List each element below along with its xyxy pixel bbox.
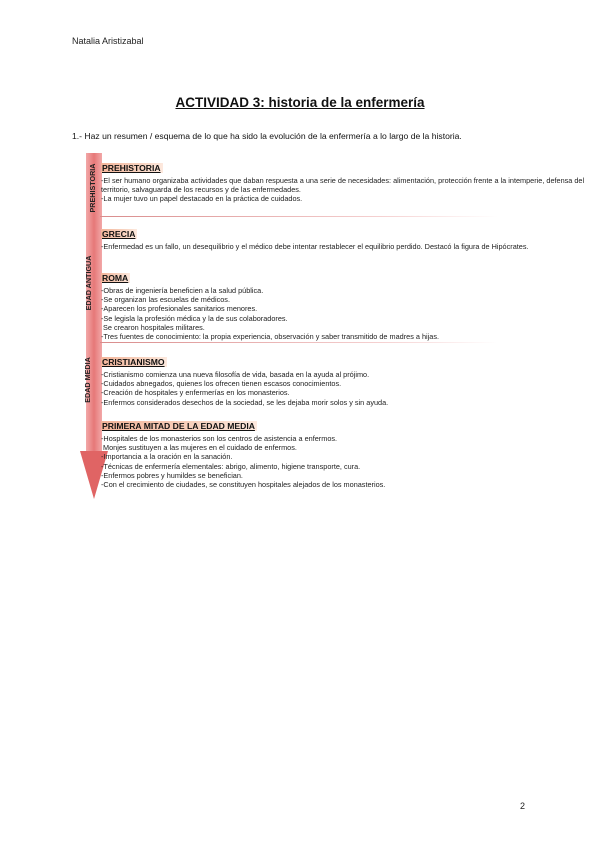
section-prehistoria (101, 158, 585, 204)
author-name: Natalia Aristizabal (72, 36, 144, 46)
section-line: -Enfermos pobres y humildes se benefician. (101, 470, 243, 480)
section-cristianismo (101, 352, 585, 407)
page-number: 2 (520, 801, 526, 811)
section-line: -Cuidados abnegados, quienes los ofrecen tienen escasos conocimientos. (101, 379, 342, 389)
section-line: -El ser humano organizaba actividades que daban respuesta a una serie de necesidades: alimentación, protección frente a la intemperie, defensa del territorio, salvaguarda de los recursos y de las enfermedades. (101, 176, 585, 195)
section-line: -Cristianismo comienza una nueva filosofía de vida, basada en la ayuda al prójimo. (101, 370, 370, 379)
section-line: -Creación de hospitales y enfermerías en los monasterios. (101, 388, 290, 398)
era-label-edad-antigua: EDAD ANTIGUA (84, 255, 93, 311)
section-line: -Obras de ingeniería beneficien a la salud pública. (101, 286, 264, 295)
era-label-prehistoria: PREHISTORIA (88, 163, 97, 213)
section-line: -Importancia a la oración en la sanación. (101, 452, 233, 462)
section-line: -Técnicas de enfermería elementales: abrigo, alimento, higiene transporte, cura. (101, 461, 361, 471)
section-roma (101, 268, 585, 341)
section-line: -Tres fuentes de conocimiento: la propia experiencia, observación y saber transmitido de madres a hijas. (101, 332, 439, 342)
section-line: -Enfermedad es un fallo, un desequilibrio y el médico debe intentar restablecer el equilibrio perdido. Destacó la figura de Hipócrates. (101, 242, 529, 251)
section-line: -La mujer tuvo un papel destacado en la práctica de cuidados. (101, 194, 303, 204)
section-line: -Aparecen los profesionales sanitarios menores. (101, 304, 258, 314)
section-line: -Hospitales de los monasterios son los centros de asistencia a enfermos. (101, 434, 338, 443)
era-label-edad-media: EDAD MEDIA (83, 357, 92, 403)
section-heading: ROMA (102, 273, 129, 283)
section-divider (100, 216, 498, 217)
section-line: -Con el crecimiento de ciudades, se constituyen hospitales alejados de los monasterios. (101, 480, 386, 490)
section-line: Se crearon hospitales militares. (101, 322, 205, 332)
question-text: 1.- Haz un resumen / esquema de lo que ha sido la evolución de la enfermería a lo largo de la historia. (72, 131, 462, 141)
section-line: -Se organizan las escuelas de médicos. (101, 295, 230, 305)
page-title: ACTIVIDAD 3: historia de la enfermería (175, 95, 425, 110)
section-heading: PREHISTORIA (102, 163, 161, 173)
section-heading: PRIMERA MITAD DE LA EDAD MEDIA (102, 421, 255, 431)
section-heading: GRECIA (102, 229, 136, 239)
section-primera-mitad-edad-media (101, 416, 585, 489)
section-line: Monjes sustituyen a las mujeres en el cuidado de enfermos. (101, 443, 297, 453)
section-line: -Se legisla la profesión médica y la de sus colaboradores. (101, 313, 288, 323)
section-divider (100, 342, 498, 343)
section-heading: CRISTIANISMO (102, 357, 165, 367)
section-line: -Enfermos considerados desechos de la sociedad, se les dejaba morir solos y sin ayuda. (101, 397, 389, 407)
section-grecia (101, 224, 585, 251)
